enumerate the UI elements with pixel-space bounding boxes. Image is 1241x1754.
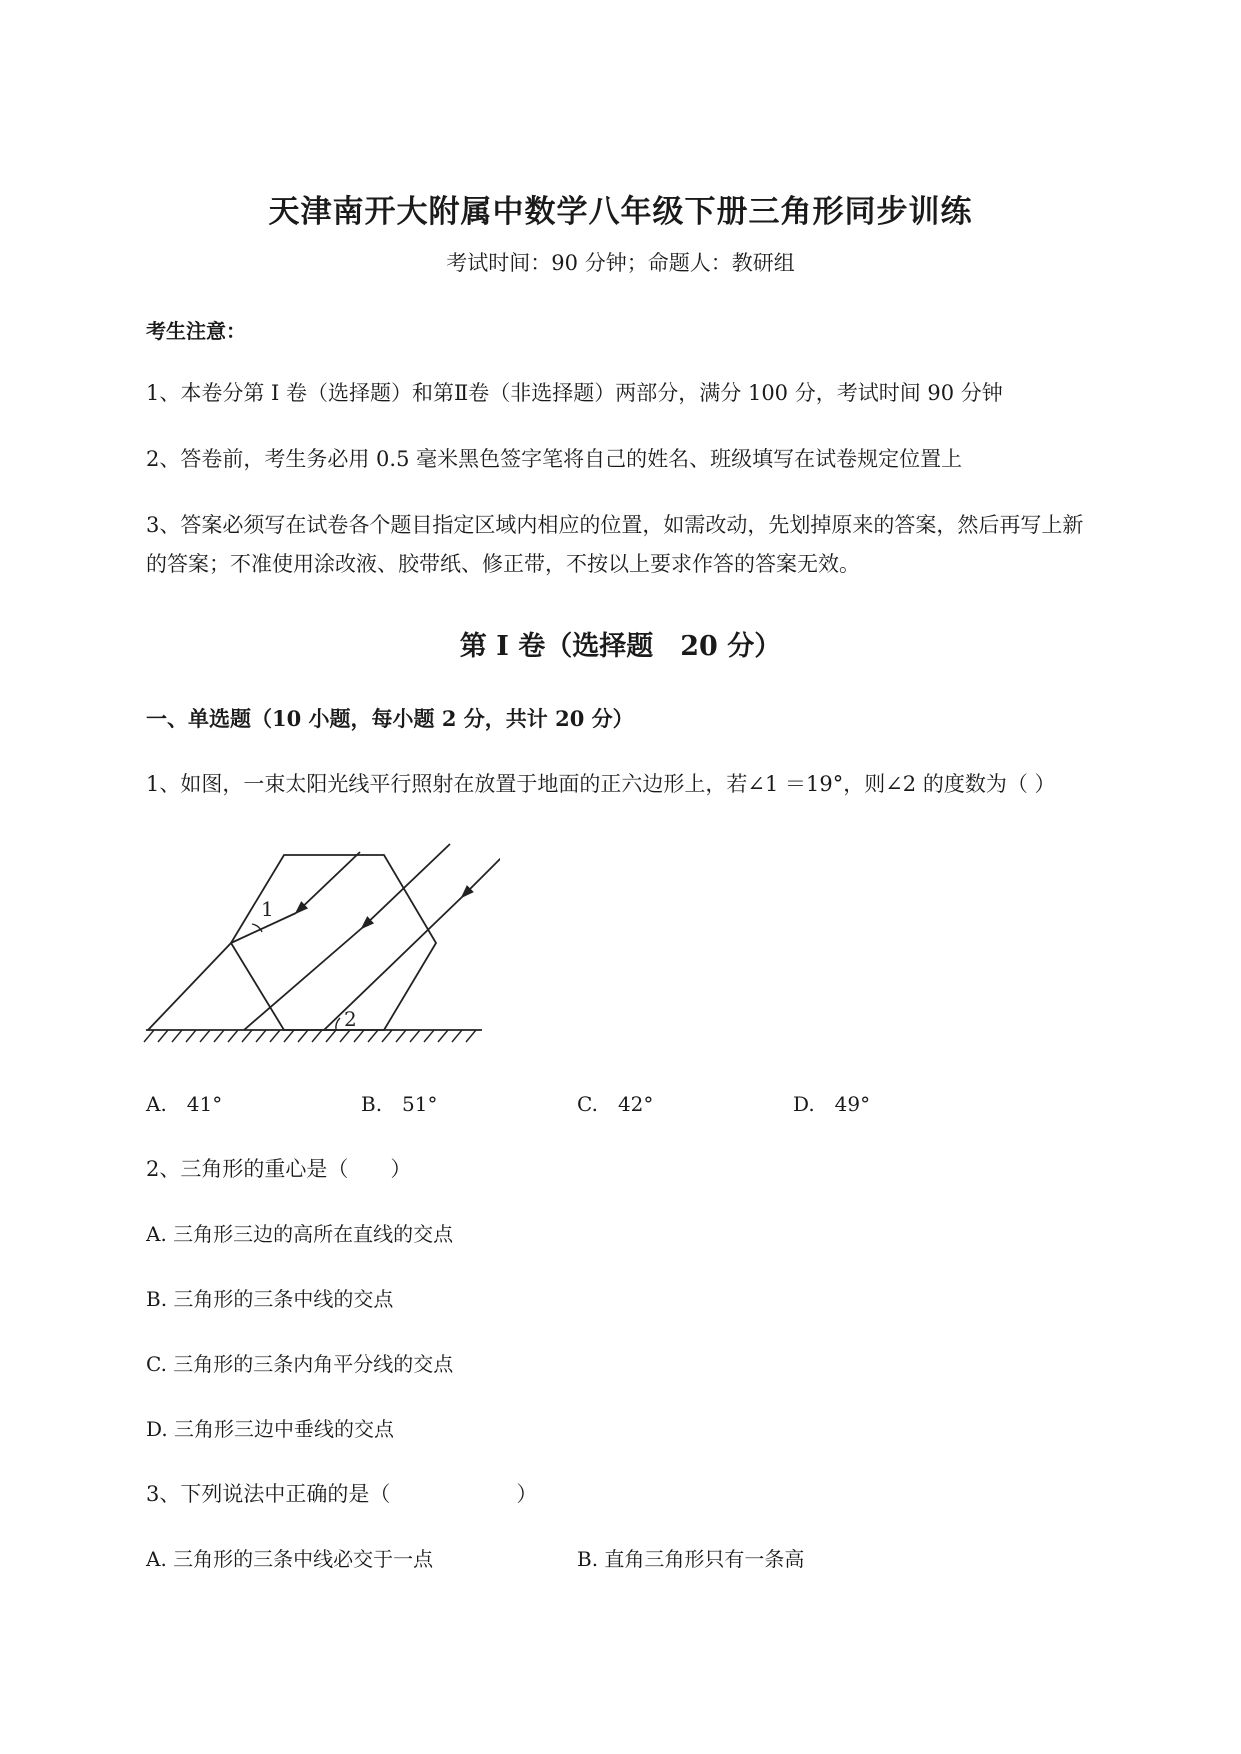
section-title: 第 I 卷（选择题 20 分） <box>459 631 782 662</box>
hexagon-sunlight-figure <box>140 818 500 1048</box>
notice-item: 的答案；不准使用涂改液、胶带纸、修正带，不按以上要求作答的答案无效。 <box>146 552 860 576</box>
q1-option-d: D. 49° <box>793 1092 871 1116</box>
q1-option-b: B. 51° <box>361 1092 438 1116</box>
angle-2-label: 2 <box>344 1007 357 1031</box>
question-stem: 2、三角形的重心是（ ） <box>146 1157 412 1181</box>
question-stem: 1、如图，一束太阳光线平行照射在放置于地面的正六边形上，若∠1 ＝19°，则∠2 的度数为（ ） <box>146 772 1056 796</box>
page-title: 天津南开大附属中数学八年级下册三角形同步训练 <box>268 194 973 230</box>
q3-option-a: A. 三角形的三条中线必交于一点 <box>146 1547 434 1571</box>
notice-item: 3、答案必须写在试卷各个题目指定区域内相应的位置，如需改动，先划掉原来的答案，然后再写上新 <box>146 513 1084 537</box>
q3-option-b: B. 直角三角形只有一条高 <box>577 1547 805 1571</box>
q2-option-b: B. 三角形的三条中线的交点 <box>146 1287 394 1311</box>
q2-option-c: C. 三角形的三条内角平分线的交点 <box>146 1352 454 1376</box>
q2-option-d: D. 三角形三边中垂线的交点 <box>146 1417 395 1441</box>
question-stem: 3、下列说法中正确的是（ ） <box>146 1482 538 1506</box>
part-heading: 一、单选题（10 小题，每小题 2 分，共计 20 分） <box>146 706 634 731</box>
notice-heading: 考生注意： <box>146 319 246 343</box>
notice-item: 2、答卷前，考生务必用 0.5 毫米黑色签字笔将自己的姓名、班级填写在试卷规定位置上 <box>146 447 963 471</box>
angle-1-label: 1 <box>261 897 274 921</box>
q2-option-a: A. 三角形三边的高所在直线的交点 <box>146 1222 454 1246</box>
q1-option-a: A. 41° <box>146 1092 223 1116</box>
notice-item: 1、本卷分第 I 卷（选择题）和第Ⅱ卷（非选择题）两部分，满分 100 分，考试时间 90 分钟 <box>146 381 1003 405</box>
exam-info: 考试时间：90 分钟；命题人：教研组 <box>446 251 795 275</box>
q1-option-c: C. 42° <box>577 1092 654 1116</box>
